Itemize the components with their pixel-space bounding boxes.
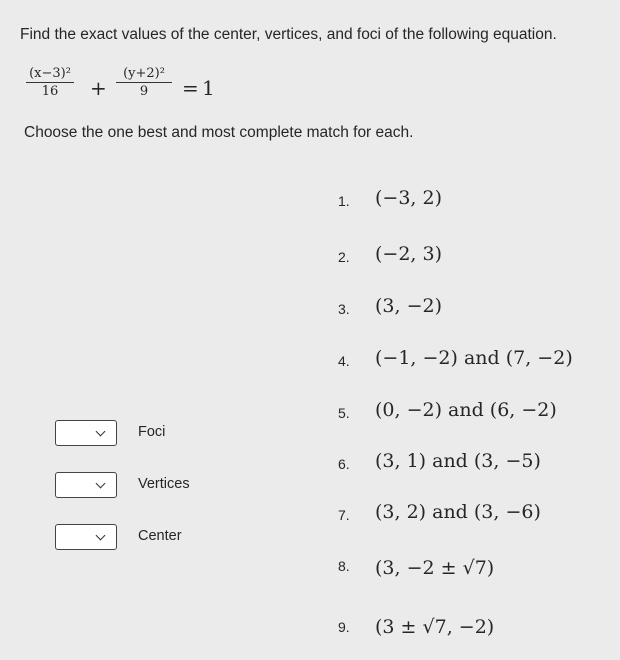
equation-rhs: 1 (202, 76, 215, 100)
question-title: Find the exact values of the center, vertices, and foci of the following equation. (20, 26, 557, 43)
option-value: (0, −2) and (6, −2) (375, 399, 557, 421)
option-value: (3, 2) and (3, −6) (375, 501, 541, 523)
option-number: 3. (338, 301, 350, 317)
fraction-bar (116, 82, 172, 83)
chevron-down-icon (96, 531, 106, 541)
foci-label: Foci (138, 424, 166, 440)
term1-denominator: 16 (41, 84, 59, 99)
option-number: 4. (338, 353, 350, 369)
chevron-down-icon (96, 479, 106, 489)
option-value: (3 ± √7, −2) (375, 616, 495, 638)
instruction-text: Choose the one best and most complete match for each. (24, 124, 414, 141)
chevron-down-icon (96, 427, 106, 437)
option-value: (3, 1) and (3, −5) (375, 450, 541, 472)
option-number: 1. (338, 193, 350, 209)
option-number: 5. (338, 405, 350, 421)
option-number: 9. (338, 619, 350, 635)
option-value: (3, −2 ± √7) (375, 557, 495, 579)
equation (18, 66, 258, 112)
option-number: 7. (338, 507, 350, 523)
equation-term2 (116, 66, 172, 99)
term1-numerator: (x−3)² (29, 66, 71, 81)
plus-sign: + (90, 76, 107, 100)
vertices-select[interactable] (55, 472, 117, 498)
option-value: (−2, 3) (375, 243, 443, 265)
option-number: 6. (338, 456, 350, 472)
foci-select[interactable] (55, 420, 117, 446)
option-number: 8. (338, 558, 350, 574)
vertices-label: Vertices (138, 476, 190, 492)
term2-denominator: 9 (139, 84, 149, 99)
center-select[interactable] (55, 524, 117, 550)
option-value: (−1, −2) and (7, −2) (375, 347, 573, 369)
equation-term1 (26, 66, 74, 99)
fraction-bar (26, 82, 74, 83)
option-number: 2. (338, 249, 350, 265)
term2-numerator: (y+2)² (123, 66, 165, 81)
center-label: Center (138, 528, 182, 544)
option-value: (3, −2) (375, 295, 443, 317)
equals-sign: = (182, 76, 199, 100)
option-value: (−3, 2) (375, 187, 443, 209)
